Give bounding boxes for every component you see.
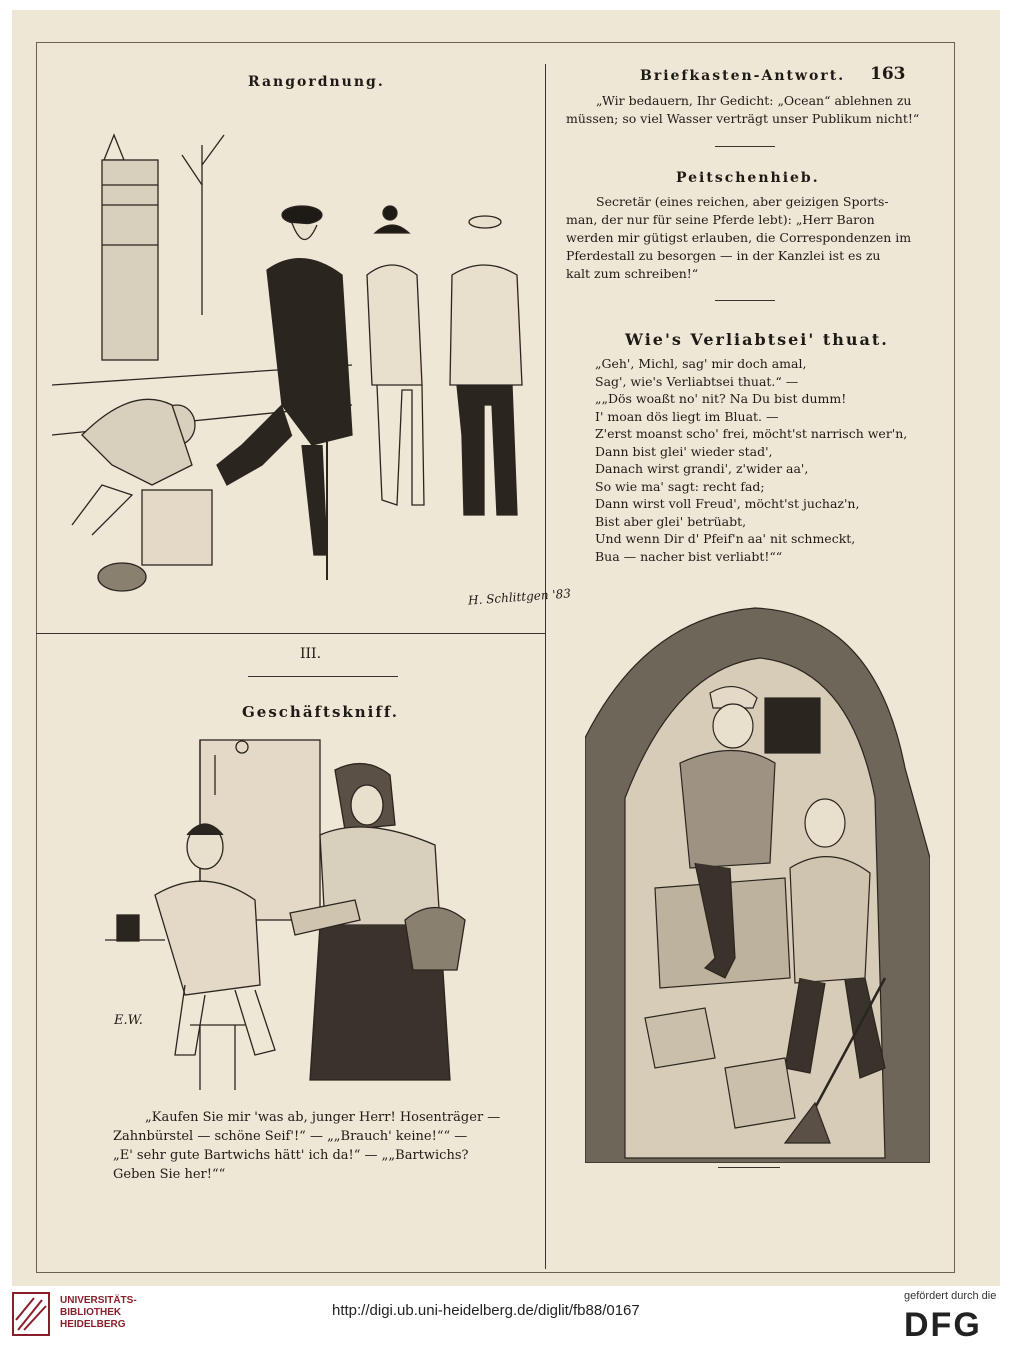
peitschenhieb-line: werden mir gütigst erlauben, die Correspondenzen im bbox=[566, 230, 912, 245]
caption-line: „Kaufen Sie mir 'was ab, junger Herr! Hosenträger — bbox=[145, 1110, 501, 1125]
library-logo-icon bbox=[12, 1292, 50, 1336]
rangordnung-title: Rangordnung. bbox=[248, 74, 385, 90]
geschaeftskniff-title: Geschäftskniff. bbox=[242, 703, 399, 721]
briefkasten-line: müssen; so viel Wasser verträgt unser Publikum nicht!“ bbox=[566, 111, 920, 126]
peitschenhieb-text bbox=[566, 193, 926, 283]
caption-line: Geben Sie her!““ bbox=[113, 1167, 226, 1182]
source-url-link[interactable]: http://digi.ub.uni-heidelberg.de/diglit/fb88/0167 bbox=[332, 1302, 640, 1319]
page-number: 163 bbox=[870, 64, 906, 84]
rangordnung-illustration bbox=[52, 105, 537, 625]
geschaeftskniff-caption bbox=[113, 1108, 518, 1184]
poem-line: „„Dös woaßt no' nit? Na Du bist dumm! bbox=[595, 391, 847, 406]
poem-line: Bist aber glei' betrüabt, bbox=[595, 513, 747, 529]
library-name-line: BIBLIOTHEK bbox=[60, 1307, 122, 1318]
poem-line: Z'erst moanst scho' frei, möcht'st narrisch wer'n, bbox=[595, 426, 908, 441]
poem-illustration bbox=[585, 598, 930, 1163]
poem-line: Dann wirst voll Freud', möcht'st juchaz'n, bbox=[595, 496, 860, 511]
signature: H. Schlittgen '83 bbox=[467, 586, 572, 608]
peitschenhieb-title: Peitschenhieb. bbox=[676, 170, 820, 186]
caption-line: Zahnbürstel — schöne Seif'!“ — „„Brauch' keine!““ — bbox=[113, 1129, 468, 1144]
funding-label: gefördert durch die bbox=[904, 1290, 997, 1302]
poem-line: Danach wirst grandi', z'wider aa', bbox=[595, 461, 809, 476]
briefkasten-text bbox=[566, 92, 926, 128]
divider bbox=[715, 146, 775, 147]
library-name-line: HEIDELBERG bbox=[60, 1319, 126, 1330]
peitschenhieb-line: Secretär (eines reichen, aber geizigen Sports- bbox=[596, 194, 889, 209]
library-name-line: UNIVERSITÄTS- bbox=[60, 1295, 137, 1306]
column-divider bbox=[545, 64, 546, 1269]
geschaeftskniff-illustration bbox=[105, 735, 530, 1100]
divider bbox=[715, 300, 775, 301]
poem-line: Sag', wie's Verliabtsei thuat.“ — bbox=[595, 373, 799, 389]
divider bbox=[718, 1167, 780, 1168]
peitschenhieb-line: Pferdestall zu besorgen — in der Kanzlei ist es zu bbox=[566, 248, 881, 263]
poem-line: „Geh', Michl, sag' mir doch amal, bbox=[595, 356, 807, 371]
divider bbox=[248, 676, 398, 677]
monogram: E.W. bbox=[114, 1013, 143, 1028]
plate-number: III. bbox=[300, 646, 322, 662]
briefkasten-line: „Wir bedauern, Ihr Gedicht: „Ocean“ ablehnen zu bbox=[596, 93, 912, 108]
peitschenhieb-line: man, der nur für seine Pferde lebt): „Herr Baron bbox=[566, 212, 875, 227]
dfg-logo: DFG bbox=[904, 1306, 982, 1344]
poem-title: Wie's Verliabtsei' thuat. bbox=[625, 330, 889, 349]
poem-line: Dann bist glei' wieder stad', bbox=[595, 443, 773, 459]
poem-line: Und wenn Dir d' Pfeif'n aa' nit schmeckt, bbox=[595, 531, 856, 546]
briefkasten-title: Briefkasten-Antwort. bbox=[640, 68, 846, 84]
library-name bbox=[60, 1295, 137, 1331]
caption-line: „E' sehr gute Bartwichs hätt' ich da!“ — „„Bartwichs? bbox=[113, 1148, 469, 1163]
poem-line: Bua — nacher bist verliabt!““ bbox=[595, 548, 783, 564]
peitschenhieb-line: kalt zum schreiben!“ bbox=[566, 266, 699, 281]
poem-line: So wie ma' sagt: recht fad; bbox=[595, 478, 765, 494]
left-panel-divider bbox=[36, 633, 545, 634]
footer-bar bbox=[0, 1286, 1013, 1352]
poem-line: I' moan dös liegt im Bluat. — bbox=[595, 408, 779, 424]
poem bbox=[595, 355, 925, 565]
